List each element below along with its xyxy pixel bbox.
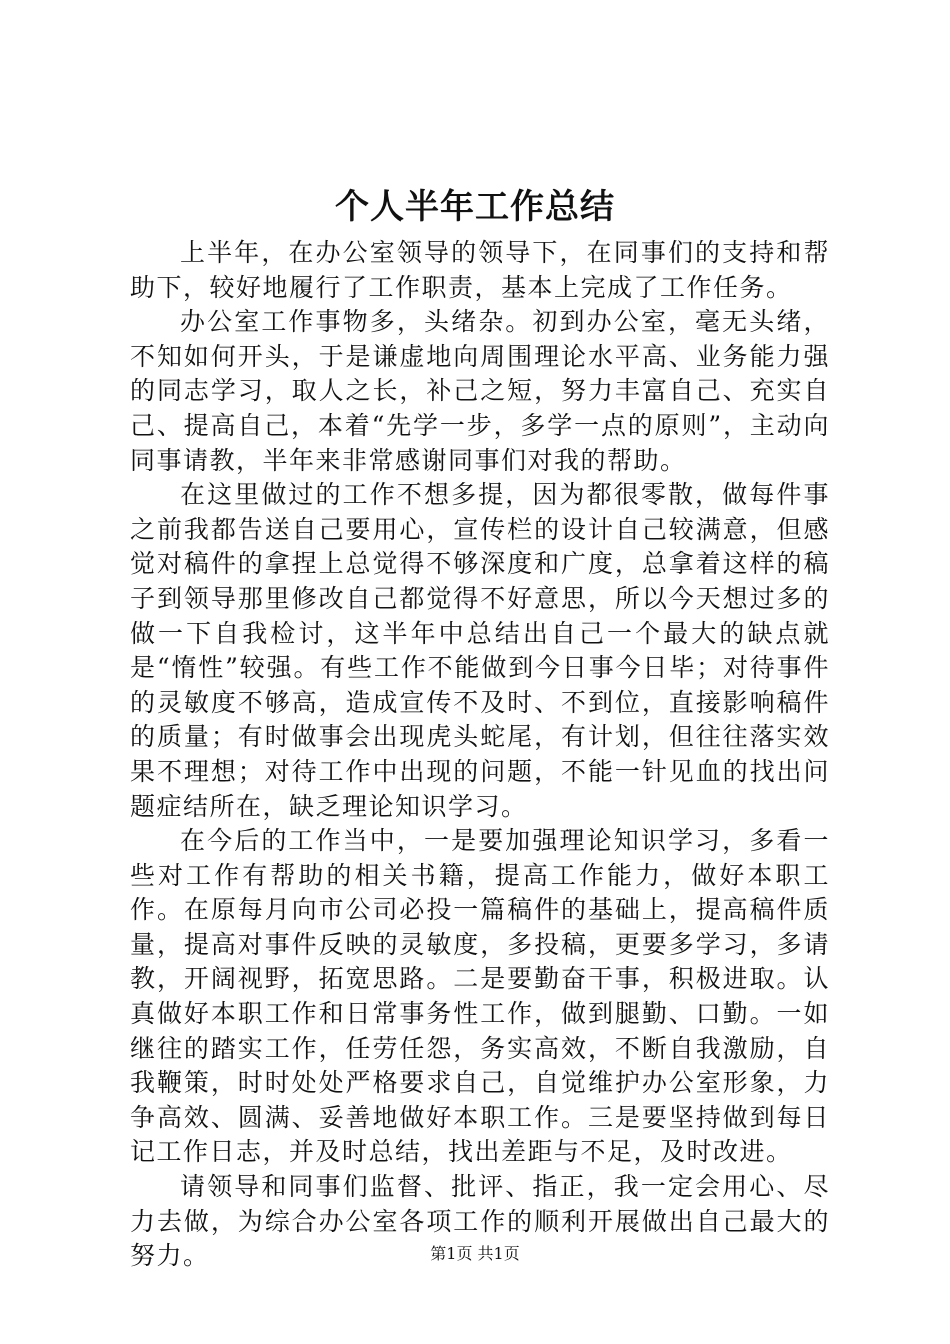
paragraph-4: 在今后的工作当中，一是要加强理论知识学习，多看一些对工作有帮助的相关书籍，提高工作能力，做好本职工作。在原每月向市公司必投一篇稿件的基础上，提高稿件质量，提高对事件反映的灵敏度，多投稿，更要多学习，多请教，开阔视野，拓宽思路。二是要勤奋干事，积极进取。认真做好本职工作和日常事务性工作，做到腿勤、口勤。一如继往的踏实工作，任劳任怨，务实高效，不断自我激励，自我鞭策，时时处处严格要求自己，自觉维护办公室形象，力争高效、圆满、妥善地做好本职工作。三是要坚持做到每日记工作日志，并及时总结，找出差距与不足，及时改进。 xyxy=(130,826,830,1167)
paragraph-5: 请领导和同事们监督、批评、指正，我一定会用心、尽力去做，为综合办公室各项工作的顺利开展做出自己最大的努力。 xyxy=(130,1172,830,1271)
paragraph-2: 办公室工作事物多，头绪杂。初到办公室，毫无头绪，不知如何开头，于是谦虚地向周围理论水平高、业务能力强的同志学习，取人之长，补己之短，努力丰富自己、充实自己、提高自己，本着“先学一步，多学一点的原则”，主动向同事请教，半年来非常感谢同事们对我的帮助。 xyxy=(130,307,830,475)
paragraph-3: 在这里做过的工作不想多提，因为都很零散，做每件事之前我都告送自己要用心，宣传栏的设计自己较满意，但感觉对稿件的拿捏上总觉得不够深度和广度，总拿着这样的稿子到领导那里修改自己都觉得不好意思，所以今天想过多的做一下自我检讨，这半年中总结出自己一个最大的缺点就是“惰性”较强。有些工作不能做到今日事今日毕；对待事件的灵敏度不够高，造成宣传不及时、不到位，直接影响稿件的质量；有时做事会出现虎头蛇尾，有计划，但往往落实效果不理想；对待工作中出现的问题，不能一针见血的找出问题症结所在，缺乏理论知识学习。 xyxy=(130,480,830,821)
document-title: 个人半年工作总结 xyxy=(335,187,615,227)
paragraph-1: 上半年，在办公室领导的领导下，在同事们的支持和帮助下，较好地履行了工作职责，基本上完成了工作任务。 xyxy=(130,238,830,302)
document-body xyxy=(130,236,830,1274)
page-footer: 第1页 共1页 xyxy=(430,1244,520,1263)
